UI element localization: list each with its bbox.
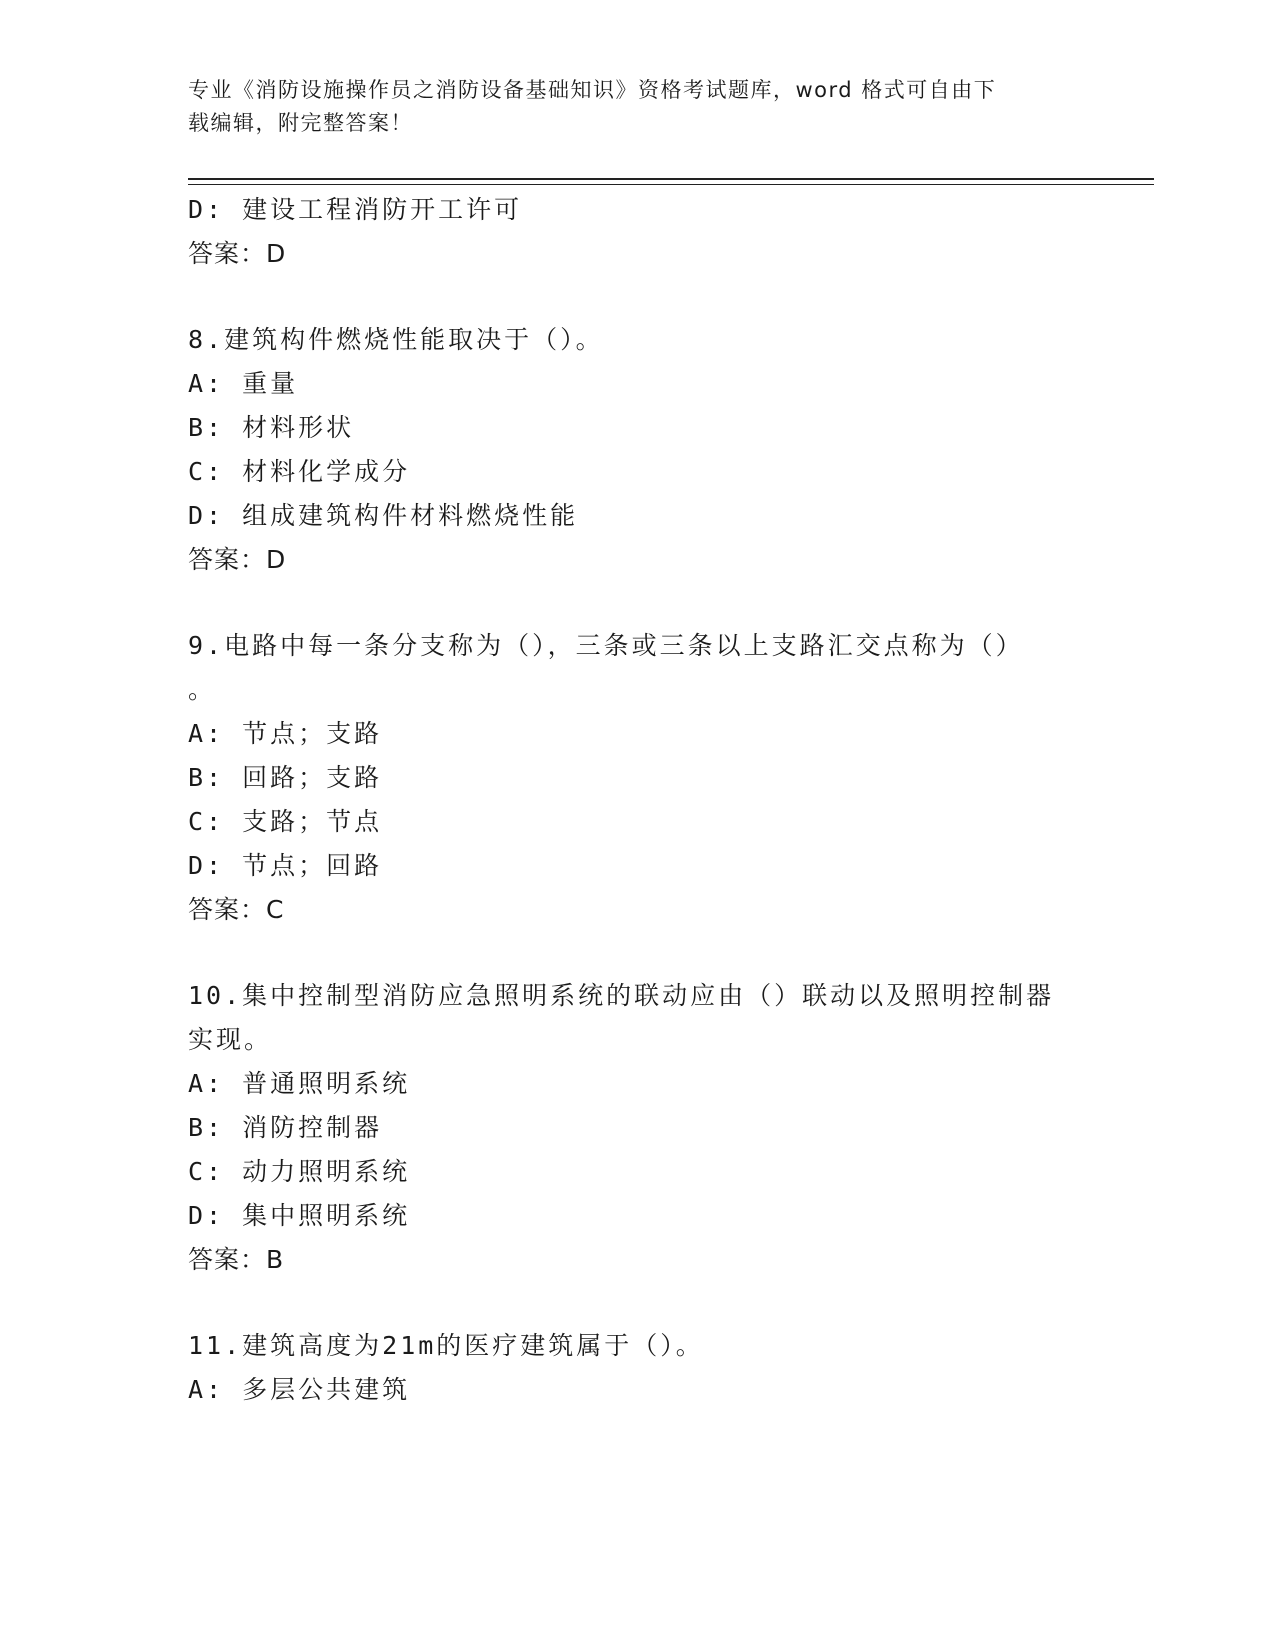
- q9-answer: 答案：C: [188, 895, 285, 924]
- document-header: [188, 74, 1068, 140]
- q8-option-a: A: 重量: [188, 369, 299, 398]
- header-line-1: 专业《消防设施操作员之消防设备基础知识》资格考试题库，word 格式可自由下: [188, 78, 997, 102]
- q9-stem-line-2: 。: [188, 675, 217, 704]
- q10-option-d: D: 集中照明系统: [188, 1201, 411, 1230]
- prev-answer: 答案：D: [188, 239, 287, 268]
- q11-stem: 11.建筑高度为21m的医疗建筑属于（）。: [188, 1331, 704, 1360]
- q9-option-c: C: 支路；节点: [188, 807, 383, 836]
- header-rule-thick: [188, 178, 1154, 180]
- q8-answer: 答案：D: [188, 545, 287, 574]
- q10-answer: 答案：B: [188, 1245, 285, 1274]
- header-line-2: 载编辑，附完整答案！: [188, 111, 413, 135]
- header-rule-thin: [188, 184, 1154, 185]
- prev-option-d: D: 建设工程消防开工许可: [188, 195, 523, 224]
- q9-stem-line-1: 9.电路中每一条分支称为（），三条或三条以上支路汇交点称为（）: [188, 631, 1024, 660]
- q8-option-c: C: 材料化学成分: [188, 457, 411, 486]
- q10-stem-line-2: 实现。: [188, 1025, 273, 1054]
- q9-option-b: B: 回路；支路: [188, 763, 383, 792]
- q10-stem-line-1: 10.集中控制型消防应急照明系统的联动应由（）联动以及照明控制器: [188, 981, 1055, 1010]
- q8-option-d: D: 组成建筑构件材料燃烧性能: [188, 501, 579, 530]
- q10-option-b: B: 消防控制器: [188, 1113, 383, 1142]
- q9-option-d: D: 节点；回路: [188, 851, 383, 880]
- q11-option-a: A: 多层公共建筑: [188, 1375, 411, 1404]
- q8-stem: 8.建筑构件燃烧性能取决于（）。: [188, 325, 604, 354]
- q10-option-c: C: 动力照明系统: [188, 1157, 411, 1186]
- q9-option-a: A: 节点；支路: [188, 719, 383, 748]
- q10-option-a: A: 普通照明系统: [188, 1069, 411, 1098]
- q8-option-b: B: 材料形状: [188, 413, 355, 442]
